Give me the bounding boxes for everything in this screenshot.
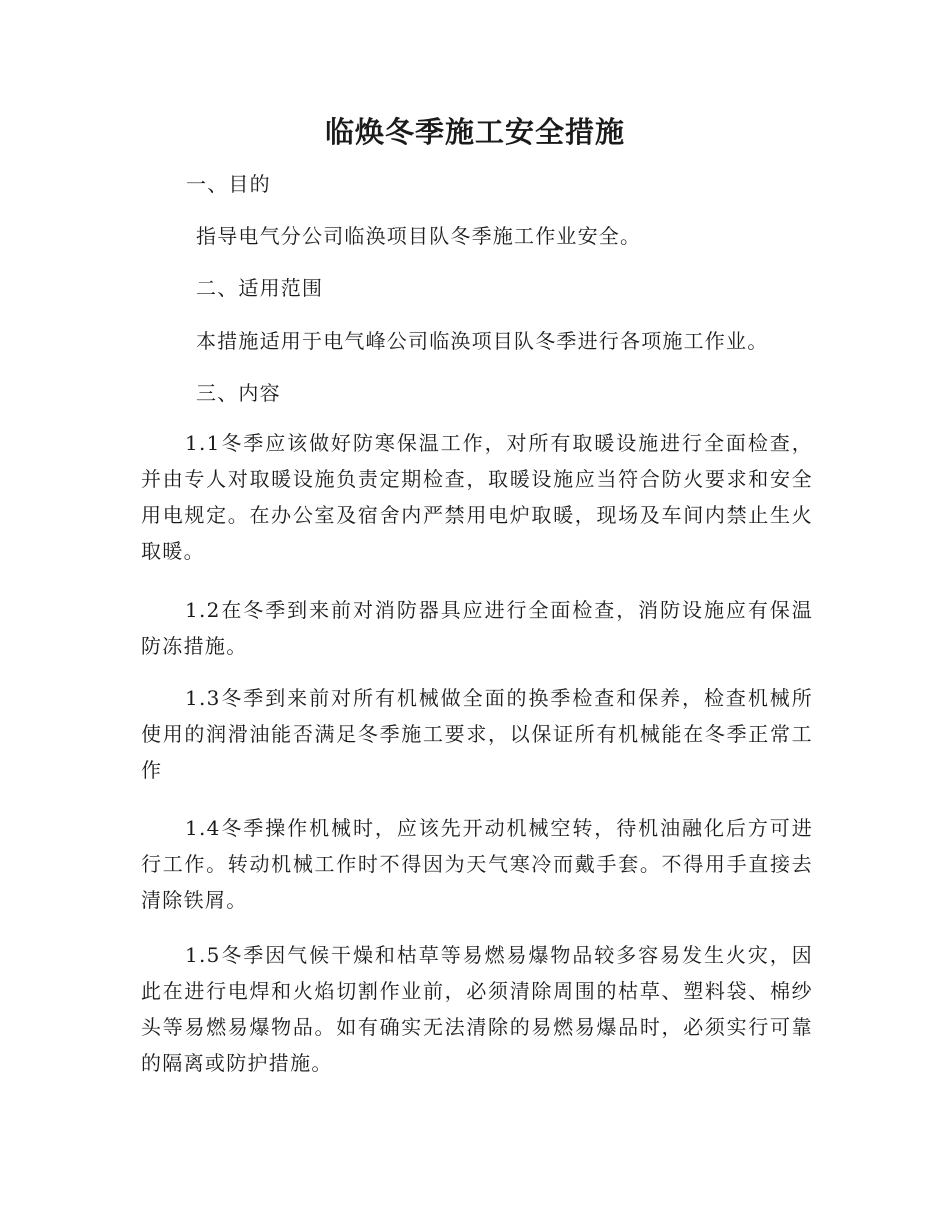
content-item-1-5: 1.5冬季因气候干燥和枯草等易燃易爆物品较多容易发生火灾，因此在进行电焊和火焰切割作业前，必须清除周围的枯草、塑料袋、棉纱头等易燃易爆物品。如有确实无法清除的易燃易爆品时，必须实行可靠的隔离或防护措施。	[141, 943, 813, 1075]
document-title: 临焕冬季施工安全措施	[324, 115, 625, 149]
content-item-1-2: 1.2在冬季到来前对消防器具应进行全面检查，消防设施应有保温防冻措施。	[141, 598, 813, 658]
section-text-purpose: 指导电气分公司临涣项目队冬季施工作业安全。	[196, 224, 642, 248]
section-text-scope: 本措施适用于电气峰公司临涣项目队冬季进行各项施工作业。	[196, 329, 769, 353]
section-heading-scope: 二、适用范围	[196, 276, 324, 300]
content-item-1-1: 1.1冬季应该做好防寒保温工作，对所有取暖设施进行全面检查，并由专人对取暖设施负责定期检查，取暖设施应当符合防火要求和安全用电规定。在办公室及宿舍内严禁用电炉取暖，现场及车间内禁止生火取暖。	[141, 431, 813, 563]
section-heading-purpose: 一、目的	[186, 172, 271, 196]
section-heading-content: 三、内容	[196, 381, 281, 405]
content-item-1-4: 1.4冬季操作机械时，应该先开动机械空转，待机油融化后方可进行工作。转动机械工作时不得因为天气寒冷而戴手套。不得用手直接去清除铁屑。	[141, 816, 813, 912]
content-item-1-3: 1.3冬季到来前对所有机械做全面的换季检查和保养，检查机械所使用的润滑油能否满足冬季施工要求，以保证所有机械能在冬季正常工作	[141, 686, 813, 782]
